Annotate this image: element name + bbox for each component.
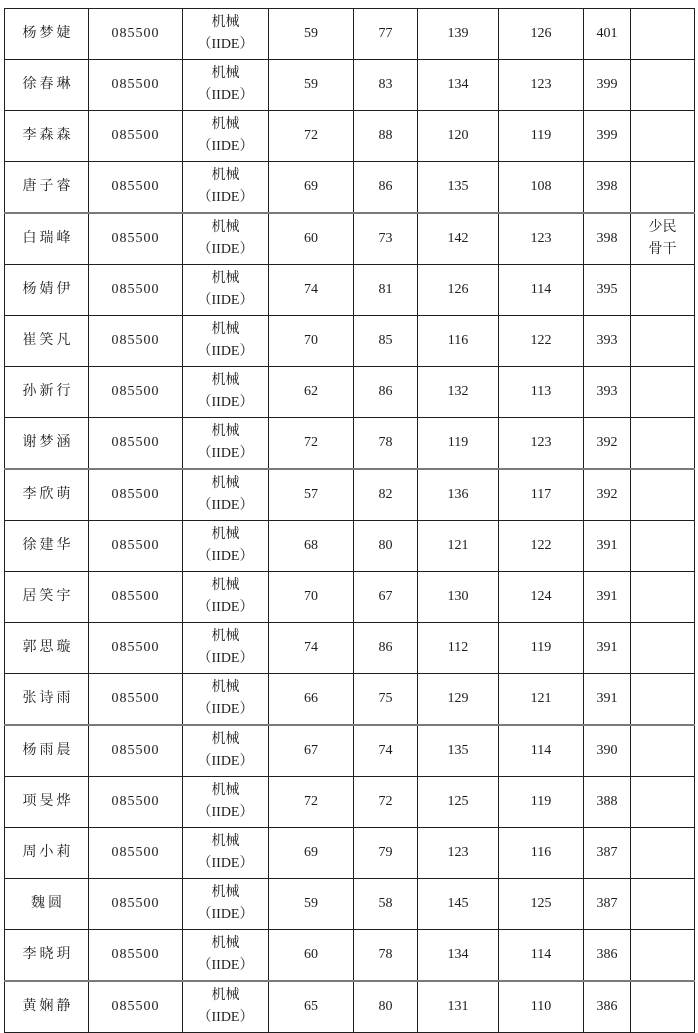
cell-total-score: 393 [584,316,631,367]
table-row [5,265,695,316]
remark-line-1: 少民 [648,220,677,235]
table-row [5,572,695,623]
cell-major-code: 085500 [89,828,183,879]
cell-score-3: 132 [418,367,499,418]
cell-total-score: 399 [584,60,631,111]
cell-score-4: 108 [499,162,584,214]
table-row [5,316,695,367]
cell-score-1: 67 [269,725,354,777]
cell-score-4: 113 [499,367,584,418]
table-row [5,777,695,828]
cell-score-3: 112 [418,623,499,674]
cell-remark [631,418,695,470]
cell-major-code: 085500 [89,9,183,60]
major-name-line-1: 机械 [211,271,240,286]
cell-score-4: 121 [499,674,584,726]
cell-major-name [183,879,269,930]
cell-total-score: 391 [584,572,631,623]
cell-score-4: 119 [499,777,584,828]
cell-remark [631,265,695,316]
cell-remark [631,162,695,214]
cell-score-3: 130 [418,572,499,623]
cell-score-2: 86 [354,623,418,674]
major-name-line-2: （IIDE） [197,446,254,461]
cell-score-1: 68 [269,521,354,572]
cell-major-name [183,521,269,572]
cell-score-1: 72 [269,777,354,828]
cell-major-name [183,674,269,726]
cell-score-4: 114 [499,265,584,316]
major-name-line-1: 机械 [211,15,240,30]
major-name-line-1: 机械 [211,834,240,849]
table-row [5,828,695,879]
cell-student-name: 谢梦涵 [5,418,89,470]
cell-major-name [183,777,269,828]
table-row [5,879,695,930]
cell-score-3: 135 [418,162,499,214]
cell-remark [631,316,695,367]
cell-score-2: 86 [354,162,418,214]
cell-remark [631,725,695,777]
cell-total-score: 399 [584,111,631,162]
cell-major-code: 085500 [89,162,183,214]
cell-score-4: 114 [499,930,584,982]
cell-major-name [183,828,269,879]
cell-student-name: 魏圆 [5,879,89,930]
cell-score-3: 129 [418,674,499,726]
cell-major-code: 085500 [89,367,183,418]
major-name-line-2: （IIDE） [197,242,254,257]
cell-total-score: 392 [584,418,631,470]
cell-score-3: 142 [418,213,499,265]
cell-score-1: 72 [269,418,354,470]
cell-score-3: 135 [418,725,499,777]
cell-student-name: 杨婧伊 [5,265,89,316]
cell-remark [631,828,695,879]
cell-major-name [183,572,269,623]
cell-remark [631,111,695,162]
cell-major-code: 085500 [89,777,183,828]
cell-score-2: 81 [354,265,418,316]
cell-student-name: 徐春琳 [5,60,89,111]
major-name-line-2: （IIDE） [197,600,254,615]
table-row [5,725,695,777]
cell-score-1: 60 [269,213,354,265]
cell-score-4: 116 [499,828,584,879]
cell-score-2: 79 [354,828,418,879]
cell-total-score: 390 [584,725,631,777]
cell-score-3: 134 [418,60,499,111]
cell-score-3: 131 [418,981,499,1033]
cell-score-2: 78 [354,930,418,982]
major-name-line-2: （IIDE） [197,549,254,564]
major-name-line-2: （IIDE） [197,856,254,871]
cell-score-4: 119 [499,623,584,674]
cell-remark [631,981,695,1033]
cell-score-3: 123 [418,828,499,879]
major-name-line-2: （IIDE） [197,754,254,769]
major-name-line-1: 机械 [211,476,240,491]
cell-score-3: 139 [418,9,499,60]
cell-score-2: 78 [354,418,418,470]
cell-remark [631,469,695,521]
major-name-line-2: （IIDE） [197,651,254,666]
cell-major-name [183,9,269,60]
cell-total-score: 401 [584,9,631,60]
cell-score-1: 72 [269,111,354,162]
cell-score-2: 82 [354,469,418,521]
cell-total-score: 387 [584,879,631,930]
cell-score-2: 74 [354,725,418,777]
cell-score-2: 77 [354,9,418,60]
major-name-line-1: 机械 [211,168,240,183]
major-name-line-1: 机械 [211,424,240,439]
cell-major-code: 085500 [89,521,183,572]
cell-total-score: 392 [584,469,631,521]
cell-major-name [183,623,269,674]
cell-score-4: 119 [499,111,584,162]
cell-major-code: 085500 [89,572,183,623]
cell-score-4: 114 [499,725,584,777]
table-row [5,213,695,265]
cell-score-2: 80 [354,981,418,1033]
cell-major-code: 085500 [89,623,183,674]
table-row [5,981,695,1033]
cell-student-name: 李欣萌 [5,469,89,521]
cell-score-4: 126 [499,9,584,60]
major-name-line-1: 机械 [211,629,240,644]
major-name-line-1: 机械 [211,527,240,542]
cell-total-score: 393 [584,367,631,418]
major-name-line-1: 机械 [211,220,240,235]
cell-score-1: 57 [269,469,354,521]
cell-score-2: 85 [354,316,418,367]
cell-major-code: 085500 [89,316,183,367]
major-name-line-2: （IIDE） [197,190,254,205]
cell-score-2: 88 [354,111,418,162]
major-name-line-1: 机械 [211,680,240,695]
cell-student-name: 居笑宇 [5,572,89,623]
cell-student-name: 张诗雨 [5,674,89,726]
cell-score-3: 121 [418,521,499,572]
cell-major-name [183,930,269,982]
cell-major-name [183,316,269,367]
cell-score-3: 145 [418,879,499,930]
cell-score-3: 116 [418,316,499,367]
major-name-line-1: 机械 [211,373,240,388]
cell-score-1: 65 [269,981,354,1033]
table-row [5,930,695,982]
cell-score-2: 67 [354,572,418,623]
cell-student-name: 唐子睿 [5,162,89,214]
cell-remark [631,521,695,572]
major-name-line-1: 机械 [211,936,240,951]
cell-score-4: 117 [499,469,584,521]
cell-score-1: 74 [269,265,354,316]
cell-remark [631,879,695,930]
cell-score-2: 86 [354,367,418,418]
table-row [5,469,695,521]
major-name-line-2: （IIDE） [197,498,254,513]
cell-major-name [183,162,269,214]
remark-line-2: 骨干 [648,242,677,257]
cell-total-score: 387 [584,828,631,879]
cell-score-1: 70 [269,316,354,367]
cell-major-code: 085500 [89,213,183,265]
cell-score-4: 123 [499,213,584,265]
cell-score-2: 72 [354,777,418,828]
cell-major-code: 085500 [89,930,183,982]
table-row [5,162,695,214]
cell-score-1: 66 [269,674,354,726]
cell-score-4: 123 [499,418,584,470]
table-row [5,623,695,674]
cell-score-3: 136 [418,469,499,521]
cell-score-1: 69 [269,162,354,214]
cell-remark [631,367,695,418]
cell-score-2: 58 [354,879,418,930]
cell-score-3: 134 [418,930,499,982]
cell-major-name [183,469,269,521]
table-row [5,60,695,111]
cell-student-name: 黄娴静 [5,981,89,1033]
table-row [5,9,695,60]
major-name-line-1: 机械 [211,885,240,900]
cell-remark [631,213,695,265]
major-name-line-2: （IIDE） [197,702,254,717]
cell-score-4: 110 [499,981,584,1033]
cell-total-score: 391 [584,674,631,726]
table-row [5,418,695,470]
table-row [5,367,695,418]
cell-score-1: 74 [269,623,354,674]
cell-remark [631,9,695,60]
major-name-line-2: （IIDE） [197,344,254,359]
cell-score-4: 125 [499,879,584,930]
cell-score-3: 119 [418,418,499,470]
cell-total-score: 391 [584,521,631,572]
cell-total-score: 388 [584,777,631,828]
major-name-line-1: 机械 [211,783,240,798]
major-name-line-1: 机械 [211,66,240,81]
major-name-line-2: （IIDE） [197,293,254,308]
cell-score-2: 80 [354,521,418,572]
cell-major-code: 085500 [89,981,183,1033]
cell-total-score: 391 [584,623,631,674]
cell-score-4: 124 [499,572,584,623]
cell-student-name: 徐建华 [5,521,89,572]
major-name-line-1: 机械 [211,322,240,337]
cell-student-name: 杨雨晨 [5,725,89,777]
cell-major-code: 085500 [89,265,183,316]
cell-major-code: 085500 [89,879,183,930]
major-name-line-1: 机械 [211,578,240,593]
cell-student-name: 李森森 [5,111,89,162]
major-name-line-2: （IIDE） [197,1010,254,1025]
cell-remark [631,930,695,982]
score-table-body [5,9,695,1033]
cell-total-score: 395 [584,265,631,316]
cell-major-name [183,981,269,1033]
major-name-line-1: 机械 [211,732,240,747]
cell-major-code: 085500 [89,725,183,777]
cell-remark [631,777,695,828]
major-name-line-2: （IIDE） [197,88,254,103]
cell-score-2: 75 [354,674,418,726]
cell-major-name [183,418,269,470]
major-name-line-1: 机械 [211,988,240,1003]
major-name-line-1: 机械 [211,117,240,132]
cell-score-3: 120 [418,111,499,162]
cell-remark [631,60,695,111]
major-name-line-2: （IIDE） [197,907,254,922]
cell-student-name: 郭思璇 [5,623,89,674]
cell-major-code: 085500 [89,418,183,470]
cell-major-name [183,213,269,265]
cell-score-1: 62 [269,367,354,418]
major-name-line-2: （IIDE） [197,958,254,973]
cell-remark [631,674,695,726]
cell-remark [631,572,695,623]
cell-total-score: 386 [584,981,631,1033]
cell-score-4: 122 [499,316,584,367]
cell-student-name: 李晓玥 [5,930,89,982]
cell-score-1: 59 [269,60,354,111]
major-name-line-2: （IIDE） [197,395,254,410]
cell-student-name: 孙新行 [5,367,89,418]
cell-total-score: 398 [584,213,631,265]
cell-score-1: 59 [269,879,354,930]
cell-student-name: 周小莉 [5,828,89,879]
cell-score-3: 126 [418,265,499,316]
cell-score-1: 70 [269,572,354,623]
score-table [4,8,695,1033]
major-name-line-2: （IIDE） [197,805,254,820]
table-row [5,111,695,162]
cell-major-name [183,725,269,777]
cell-major-code: 085500 [89,111,183,162]
cell-score-3: 125 [418,777,499,828]
major-name-line-2: （IIDE） [197,139,254,154]
cell-student-name: 白瑞峰 [5,213,89,265]
cell-total-score: 398 [584,162,631,214]
cell-major-code: 085500 [89,60,183,111]
table-row [5,674,695,726]
cell-total-score: 386 [584,930,631,982]
cell-student-name: 崔笑凡 [5,316,89,367]
cell-student-name: 杨梦婕 [5,9,89,60]
cell-score-1: 60 [269,930,354,982]
cell-major-name [183,265,269,316]
cell-major-name [183,111,269,162]
major-name-line-2: （IIDE） [197,37,254,52]
cell-score-1: 59 [269,9,354,60]
cell-major-code: 085500 [89,469,183,521]
cell-student-name: 项旻烨 [5,777,89,828]
cell-score-4: 122 [499,521,584,572]
cell-remark [631,623,695,674]
cell-score-1: 69 [269,828,354,879]
cell-major-name [183,367,269,418]
cell-score-4: 123 [499,60,584,111]
cell-major-code: 085500 [89,674,183,726]
cell-score-2: 83 [354,60,418,111]
table-row [5,521,695,572]
cell-score-2: 73 [354,213,418,265]
cell-major-name [183,60,269,111]
